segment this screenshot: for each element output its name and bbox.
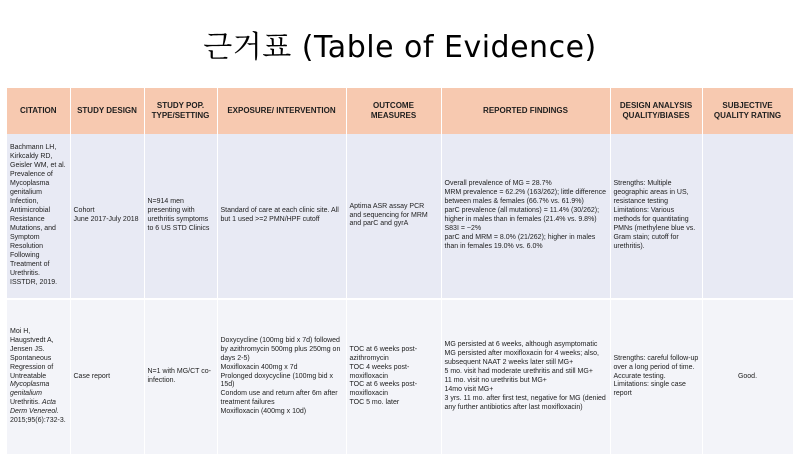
citation-cell: Bachmann LH, Kirkcaldy RD, Geisler WM, et al. Prevalence of Mycoplasma genitalium Infection, Antimicrobial Resistance Mutations, and Symptom Resolution Following Treatment of Urethritis. ISSTDR, 2019. — [7, 134, 70, 299]
page-title: 근거표 (Table of Evidence) — [203, 30, 597, 65]
table-row — [7, 134, 793, 299]
citation-organism: Mycoplasma genitalium — [10, 381, 50, 398]
column-header: STUDY DESIGN — [70, 88, 144, 134]
intervention-cell: Standard of care at each clinic site. All but 1 used >=2 PMN/HPF cutoff — [217, 134, 346, 299]
finding-line: MG persisted at 6 weeks, although asymptomatic — [444, 341, 598, 349]
quality-biases-cell: Strengths: Multiple geographic areas in US, resistance testing Limitations: Various methods for quantitating PMNs (methylene blue vs. Gram stain; cutoff for urethritis). — [610, 134, 702, 299]
column-header: DESIGN ANALYSIS QUALITY/BIASES — [610, 88, 702, 134]
column-header: EXPOSURE/ INTERVENTION — [217, 88, 346, 134]
study-design-cell — [70, 134, 144, 299]
outcome-line: TOC at 6 weeks post-azithromycin — [349, 345, 418, 362]
finding-line: parC prevalence (all mutations) = 11.4% (30/262); higher in males than in females (21.4% vs. 9.8%) — [444, 207, 600, 223]
intervention-cell — [217, 299, 346, 454]
population-cell: N=914 men presenting with urethritis symptoms to 6 US STD Clinics — [144, 134, 217, 299]
study-design-dates: June 2017-July 2018 — [73, 216, 139, 223]
table-header-row — [7, 88, 793, 134]
outcome-line: TOC 4 weeks post-moxifloxacin — [349, 363, 410, 380]
quality-rating-cell — [702, 134, 793, 299]
intervention-line: Moxifloxacin (400mg x 10d) — [220, 408, 307, 416]
column-header: STUDY POP. TYPE/SETTING — [144, 88, 217, 134]
column-header: OUTCOME MEASURES — [346, 88, 441, 134]
outcome-line: TOC at 6 weeks post-moxifloxacin — [349, 381, 418, 398]
citation-cell — [7, 299, 70, 454]
finding-line: 3 yrs. 11 mo. after first test, negative for MG (denied any further antibiotics after last moxifloxacin) — [444, 394, 606, 411]
finding-line: 11 mo. visit no urethritis but MG+ — [444, 377, 547, 384]
study-design-type: Cohort — [73, 207, 95, 215]
study-design-cell: Case report — [70, 299, 144, 454]
outcome-line: TOC 5 mo. later — [349, 399, 400, 407]
quality-rating-cell: Good. — [702, 299, 793, 454]
column-header: SUBJECTIVE QUALITY RATING — [702, 88, 793, 134]
intervention-line: Doxycycline (100mg bid x 7d) followed by azithromycin 500mg plus 250mg on days 2-5) — [220, 336, 341, 362]
outcome-cell — [346, 299, 441, 454]
findings-cell — [441, 299, 610, 454]
quality-biases-cell: Strengths: careful follow-up over a long period of time. Accurate testing. Limitations: single case report — [610, 299, 702, 454]
finding-line: MG persisted after moxifloxacin for 4 weeks; also, subsequent NAAT 2 weeks later still MG+ — [444, 350, 599, 367]
finding-line: parC and MRM = 8.0% (21/262); higher in males than in females 19.0% vs. 6.0% — [444, 233, 596, 250]
evidence-table — [7, 88, 794, 454]
findings-cell — [441, 134, 610, 299]
finding-line: Overall prevalence of MG = 28.7% — [444, 180, 552, 188]
finding-line: 14mo visit MG+ — [444, 385, 494, 393]
citation-condition: Urethritis. — [10, 399, 40, 407]
citation-volume: 2015;95(6):732-3. — [10, 417, 66, 425]
citation-journal: Acta Derm Venereol. — [10, 399, 59, 416]
table-row — [7, 299, 793, 454]
finding-line: 5 mo. visit had moderate urethritis and still MG+ — [444, 368, 593, 376]
column-header: REPORTED FINDINGS — [441, 88, 610, 134]
intervention-line: Condom use and return after 6m after treatment failures — [220, 390, 338, 407]
column-header: CITATION — [7, 88, 70, 134]
population-cell: N=1 with MG/CT co-infection. — [144, 299, 217, 454]
outcome-cell: Aptima ASR assay PCR and sequencing for MRM and parC and gyrA — [346, 134, 441, 299]
citation-authors: Moi H, Haugstvedt A, Jensen JS. Spontaneous Regression of Untreatable — [10, 327, 54, 380]
intervention-line: Moxifloxacin 400mg x 7d — [220, 363, 298, 371]
finding-line: MRM prevalence = 62.2% (163/262); little difference between males & females (66.7% vs. 61.9%) — [444, 189, 607, 206]
intervention-line: Prolonged doxycycline (100mg bid x 15d) — [220, 372, 333, 389]
finding-line: S83I = ~2% — [444, 224, 482, 232]
